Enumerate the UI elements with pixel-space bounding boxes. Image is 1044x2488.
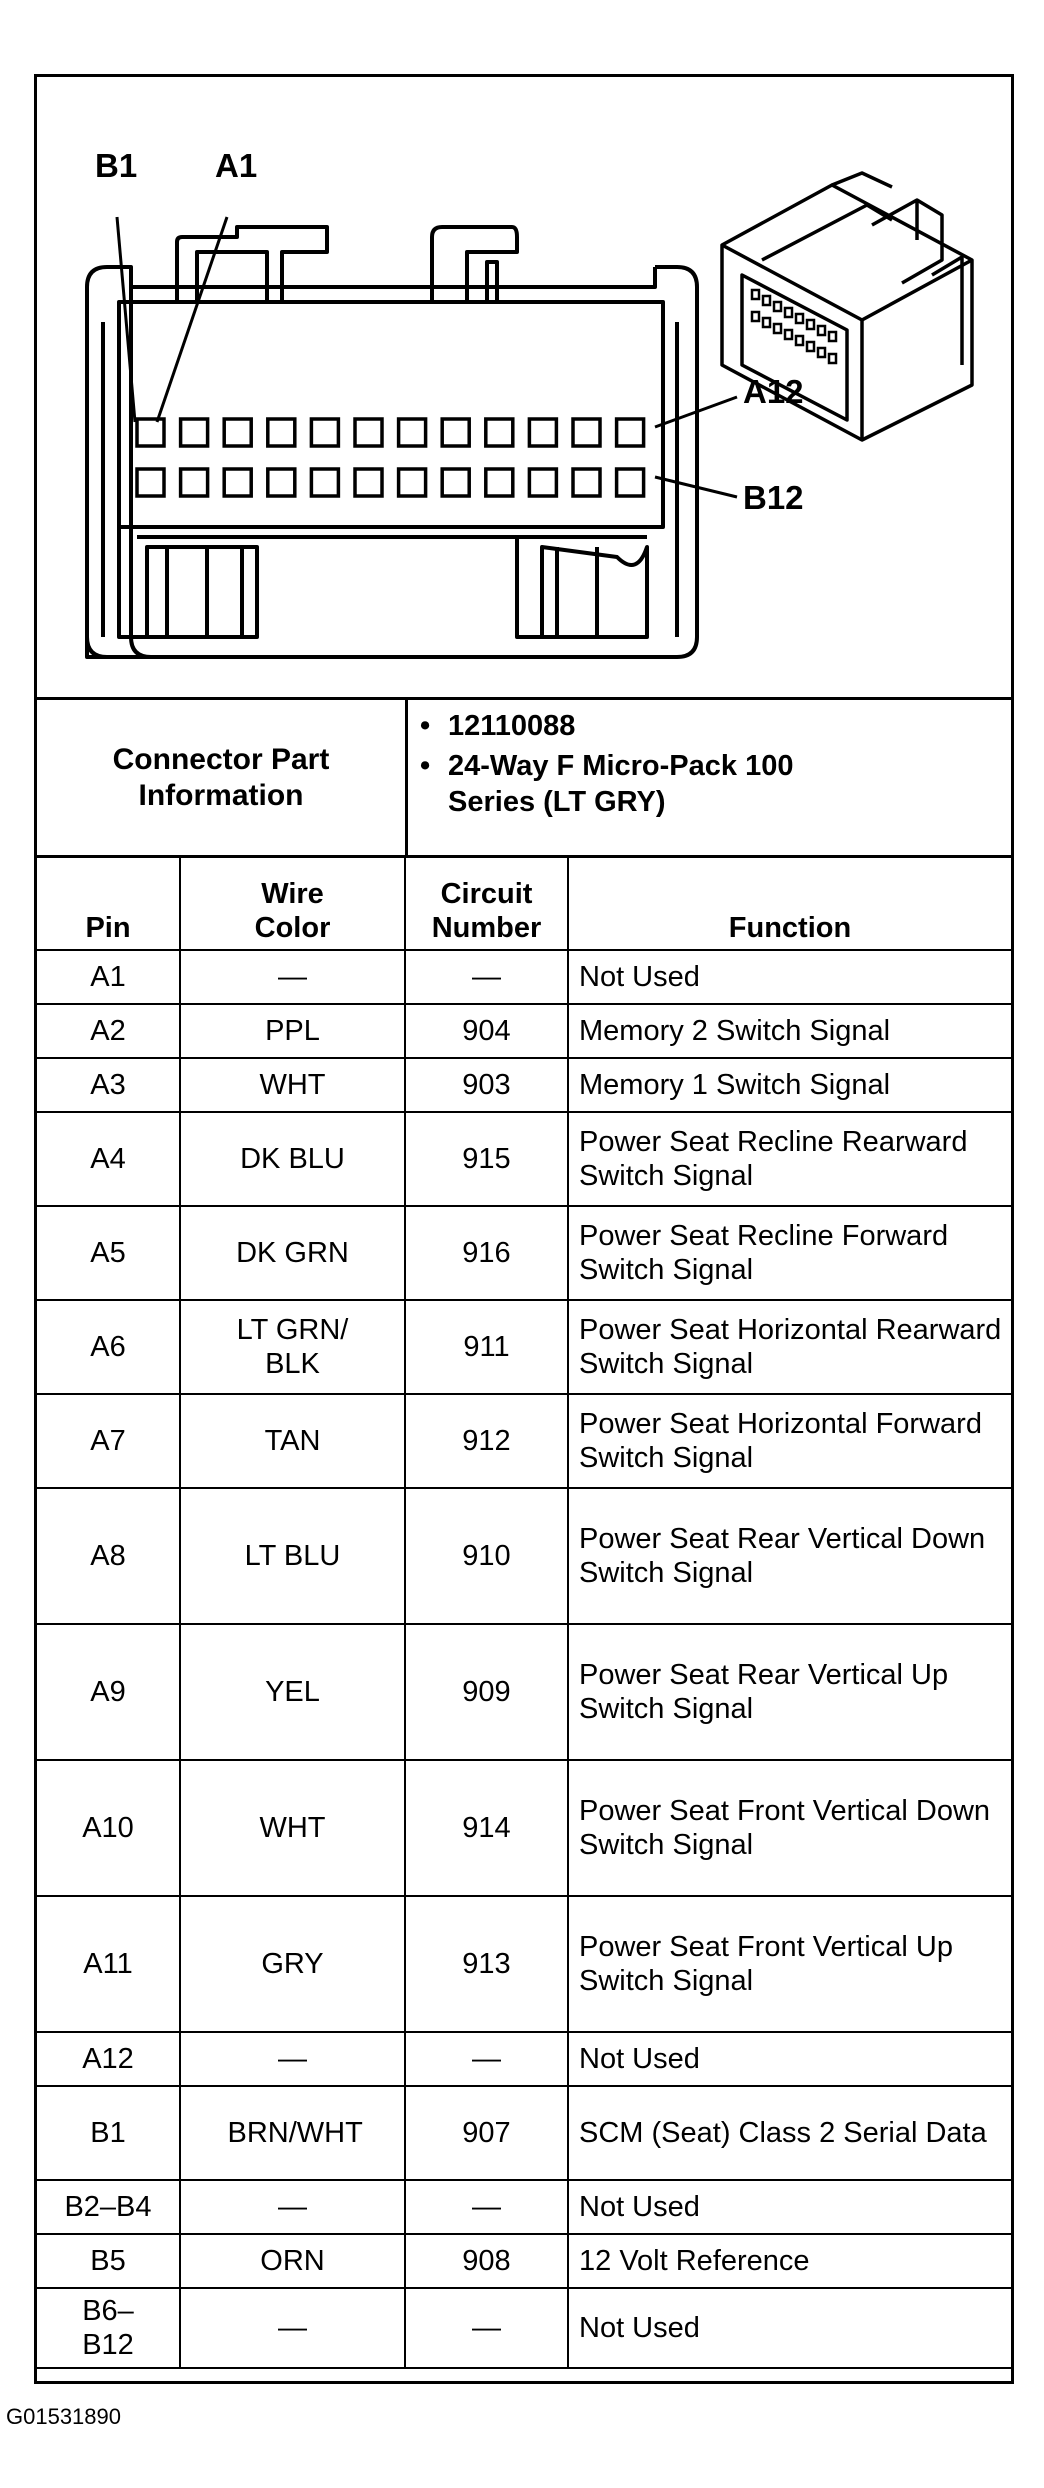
- pin-cell: A11: [37, 1896, 180, 2032]
- circuit-number-cell: 912: [405, 1394, 568, 1488]
- pin-cell: A3: [37, 1058, 180, 1112]
- pin-cavity-b: [181, 469, 208, 496]
- table-row: [37, 1760, 1011, 1896]
- pin-cavity-3d: [763, 296, 770, 305]
- table-row: [37, 1624, 1011, 1760]
- pin-cell: B2–B4: [37, 2180, 180, 2234]
- table-row: [37, 1004, 1011, 1058]
- circuit-number-cell: 911: [405, 1300, 568, 1394]
- pin-cell: B1: [37, 2086, 180, 2180]
- function-cell: Power Seat Horizontal Forward Switch Signal: [568, 1394, 1011, 1488]
- pin-cavity-b: [529, 469, 556, 496]
- figure-id: G01531890: [6, 2404, 121, 2429]
- pin-cavity-3d: [774, 302, 781, 311]
- connector-sheet: [34, 74, 1014, 2384]
- label-b1: B1: [95, 147, 138, 184]
- wire-color-cell: DK BLU: [180, 1112, 405, 1206]
- pin-cavity-a: [617, 419, 644, 446]
- wire-color-cell: YEL: [180, 1624, 405, 1760]
- wire-color-cell: LT GRN/ BLK: [180, 1300, 405, 1394]
- pin-cell: A2: [37, 1004, 180, 1058]
- wire-color-cell: PPL: [180, 1004, 405, 1058]
- label-b12: B12: [743, 479, 804, 516]
- wire-color-cell: —: [180, 2032, 405, 2086]
- table-row: [37, 1394, 1011, 1488]
- circuit-number-cell: 915: [405, 1112, 568, 1206]
- header-circuit-number: Circuit Number: [405, 858, 568, 950]
- table-row: [37, 2086, 1011, 2180]
- connector-type: 24-Way F Micro-Pack 100 Series (LT GRY): [448, 750, 794, 818]
- table-row: [37, 1206, 1011, 1300]
- header-function: Function: [568, 858, 1011, 950]
- circuit-number-cell: —: [405, 2288, 568, 2368]
- pin-cavity-3d: [763, 318, 770, 327]
- pin-cavity-b: [224, 469, 251, 496]
- function-cell: Power Seat Horizontal Rearward Switch Signal: [568, 1300, 1011, 1394]
- function-cell: Power Seat Recline Rearward Switch Signal: [568, 1112, 1011, 1206]
- connector-info-heading: Connector Part Information: [37, 700, 408, 855]
- pin-cavity-b: [617, 469, 644, 496]
- pin-cell: B6– B12: [37, 2288, 180, 2368]
- circuit-number-cell: 914: [405, 1760, 568, 1896]
- pin-cavity-3d: [829, 354, 836, 363]
- part-number: 12110088: [448, 710, 576, 742]
- table-row: [37, 2234, 1011, 2288]
- function-cell: Memory 1 Switch Signal: [568, 1058, 1011, 1112]
- function-cell: Power Seat Rear Vertical Up Switch Signal: [568, 1624, 1011, 1760]
- header-wire-color: Wire Color: [180, 858, 405, 950]
- connector-info-values: [408, 708, 1008, 824]
- table-row: [37, 1058, 1011, 1112]
- pin-cell: A8: [37, 1488, 180, 1624]
- circuit-number-cell: 910: [405, 1488, 568, 1624]
- connector-diagram: [37, 77, 1011, 700]
- function-cell: SCM (Seat) Class 2 Serial Data: [568, 2086, 1011, 2180]
- function-cell: Not Used: [568, 2032, 1011, 2086]
- table-row: [37, 1896, 1011, 2032]
- pin-cell: A6: [37, 1300, 180, 1394]
- pin-cell: A12: [37, 2032, 180, 2086]
- pin-cavity-a: [224, 419, 251, 446]
- pin-cavity-a: [355, 419, 382, 446]
- wire-color-cell: TAN: [180, 1394, 405, 1488]
- pin-cavity-a: [311, 419, 338, 446]
- circuit-number-cell: —: [405, 2180, 568, 2234]
- function-cell: Not Used: [568, 950, 1011, 1004]
- circuit-number-cell: 907: [405, 2086, 568, 2180]
- pin-cavity-b: [442, 469, 469, 496]
- pin-cavity-3d: [807, 320, 814, 329]
- wire-color-cell: WHT: [180, 1058, 405, 1112]
- wire-color-cell: DK GRN: [180, 1206, 405, 1300]
- pin-cavity-b: [311, 469, 338, 496]
- pin-cavity-3d: [829, 332, 836, 341]
- label-a1: A1: [215, 147, 258, 184]
- part-number-item: [420, 708, 1008, 744]
- wire-color-cell: —: [180, 2288, 405, 2368]
- pinout-table: [37, 858, 1011, 2369]
- wire-color-cell: WHT: [180, 1760, 405, 1896]
- bullet-icon: •: [420, 710, 431, 742]
- pin-cavity-3d: [818, 326, 825, 335]
- table-row: [37, 2032, 1011, 2086]
- connector-type-item: [420, 748, 1008, 820]
- connector-part-information: [37, 700, 1011, 858]
- wire-color-cell: —: [180, 950, 405, 1004]
- function-cell: Not Used: [568, 2288, 1011, 2368]
- table-row: [37, 950, 1011, 1004]
- pin-cavity-3d: [774, 324, 781, 333]
- connector-face-drawing: [37, 77, 1011, 697]
- pin-cavity-a: [268, 419, 295, 446]
- pin-cavity-a: [529, 419, 556, 446]
- pin-cell: A7: [37, 1394, 180, 1488]
- pin-cavity-a: [486, 419, 513, 446]
- pin-cavity-3d: [785, 308, 792, 317]
- circuit-number-cell: 909: [405, 1624, 568, 1760]
- pin-cavity-b: [486, 469, 513, 496]
- circuit-number-cell: 908: [405, 2234, 568, 2288]
- function-cell: Memory 2 Switch Signal: [568, 1004, 1011, 1058]
- wire-color-cell: —: [180, 2180, 405, 2234]
- table-row: [37, 1300, 1011, 1394]
- pin-cavity-b: [137, 469, 164, 496]
- pin-cell: A4: [37, 1112, 180, 1206]
- circuit-number-cell: 913: [405, 1896, 568, 2032]
- pin-cavity-a: [573, 419, 600, 446]
- pin-cell: B5: [37, 2234, 180, 2288]
- wire-color-cell: ORN: [180, 2234, 405, 2288]
- pin-cavity-3d: [807, 342, 814, 351]
- pin-cell: A9: [37, 1624, 180, 1760]
- table-header-row: [37, 858, 1011, 950]
- wire-color-cell: GRY: [180, 1896, 405, 2032]
- function-cell: Power Seat Front Vertical Up Switch Signal: [568, 1896, 1011, 2032]
- function-cell: Not Used: [568, 2180, 1011, 2234]
- pin-cavity-b: [573, 469, 600, 496]
- function-cell: 12 Volt Reference: [568, 2234, 1011, 2288]
- table-row: [37, 1488, 1011, 1624]
- pin-cell: A10: [37, 1760, 180, 1896]
- table-row: [37, 2288, 1011, 2368]
- pin-cavity-b: [268, 469, 295, 496]
- wire-color-cell: LT BLU: [180, 1488, 405, 1624]
- function-cell: Power Seat Recline Forward Switch Signal: [568, 1206, 1011, 1300]
- pin-cavity-b: [399, 469, 426, 496]
- bullet-icon: •: [420, 750, 431, 782]
- pin-cell: A5: [37, 1206, 180, 1300]
- pin-cavity-3d: [818, 348, 825, 357]
- table-row: [37, 1112, 1011, 1206]
- pin-cavity-a: [181, 419, 208, 446]
- pin-cavity-a: [137, 419, 164, 446]
- function-cell: Power Seat Rear Vertical Down Switch Signal: [568, 1488, 1011, 1624]
- pin-cavity-3d: [752, 312, 759, 321]
- circuit-number-cell: 916: [405, 1206, 568, 1300]
- table-row: [37, 2180, 1011, 2234]
- pin-cavity-3d: [796, 314, 803, 323]
- pin-cavity-a: [399, 419, 426, 446]
- pin-cavity-3d: [785, 330, 792, 339]
- function-cell: Power Seat Front Vertical Down Switch Signal: [568, 1760, 1011, 1896]
- wire-color-cell: BRN/WHT: [180, 2086, 405, 2180]
- label-a12: A12: [743, 373, 804, 410]
- header-pin: Pin: [37, 858, 180, 950]
- circuit-number-cell: 904: [405, 1004, 568, 1058]
- pin-cavity-3d: [752, 290, 759, 299]
- circuit-number-cell: —: [405, 2032, 568, 2086]
- circuit-number-cell: 903: [405, 1058, 568, 1112]
- pin-cavity-a: [442, 419, 469, 446]
- pin-cavity-3d: [796, 336, 803, 345]
- circuit-number-cell: —: [405, 950, 568, 1004]
- pin-cell: A1: [37, 950, 180, 1004]
- pin-cavity-b: [355, 469, 382, 496]
